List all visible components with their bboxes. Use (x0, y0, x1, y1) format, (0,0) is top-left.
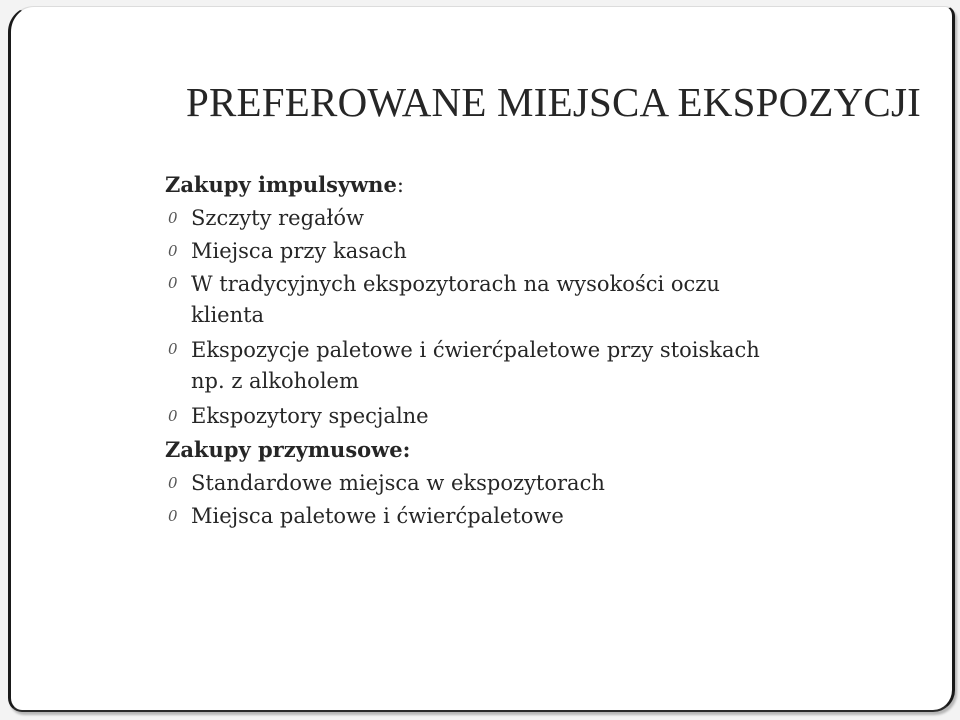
list-item-text: Miejsca paletowe i ćwierćpaletowe (191, 504, 564, 528)
section-heading-impulse-text: Zakupy impulsywne (165, 172, 397, 197)
section-heading-necessary: Zakupy przymusowe: (165, 437, 411, 462)
list-item (165, 467, 785, 500)
bullet-marker: 0 (168, 209, 178, 227)
list-item (165, 268, 785, 334)
slide-content (165, 168, 785, 533)
list-item (165, 400, 785, 433)
list-item-text: Miejsca przy kasach (191, 239, 407, 263)
list-item-text: Ekspozycje paletowe i ćwierćpaletowe przy stoiskach np. z alkoholem (191, 338, 760, 393)
bullet-marker: 0 (168, 474, 178, 492)
bullet-marker: 0 (168, 242, 178, 260)
list-item (165, 334, 785, 400)
section-heading-impulse (165, 168, 785, 202)
bullet-marker: 0 (168, 407, 178, 425)
slide-title: PREFEROWANE MIEJSCA EKSPOZYCJI (186, 79, 921, 125)
bullet-marker: 0 (168, 274, 178, 292)
bullet-marker: 0 (168, 340, 178, 358)
list-item-text: W tradycyjnych ekspozytorach na wysokości oczu klienta (191, 272, 720, 327)
section-heading-impulse-colon: : (396, 173, 404, 197)
list-item (165, 235, 785, 268)
list-item-text: Ekspozytory specjalne (191, 404, 429, 428)
list-item (165, 202, 785, 235)
list-item (165, 500, 785, 533)
list-item-text: Standardowe miejsca w ekspozytorach (191, 471, 605, 495)
list-item-text: Szczyty regałów (191, 206, 364, 230)
bullet-marker: 0 (168, 507, 178, 525)
